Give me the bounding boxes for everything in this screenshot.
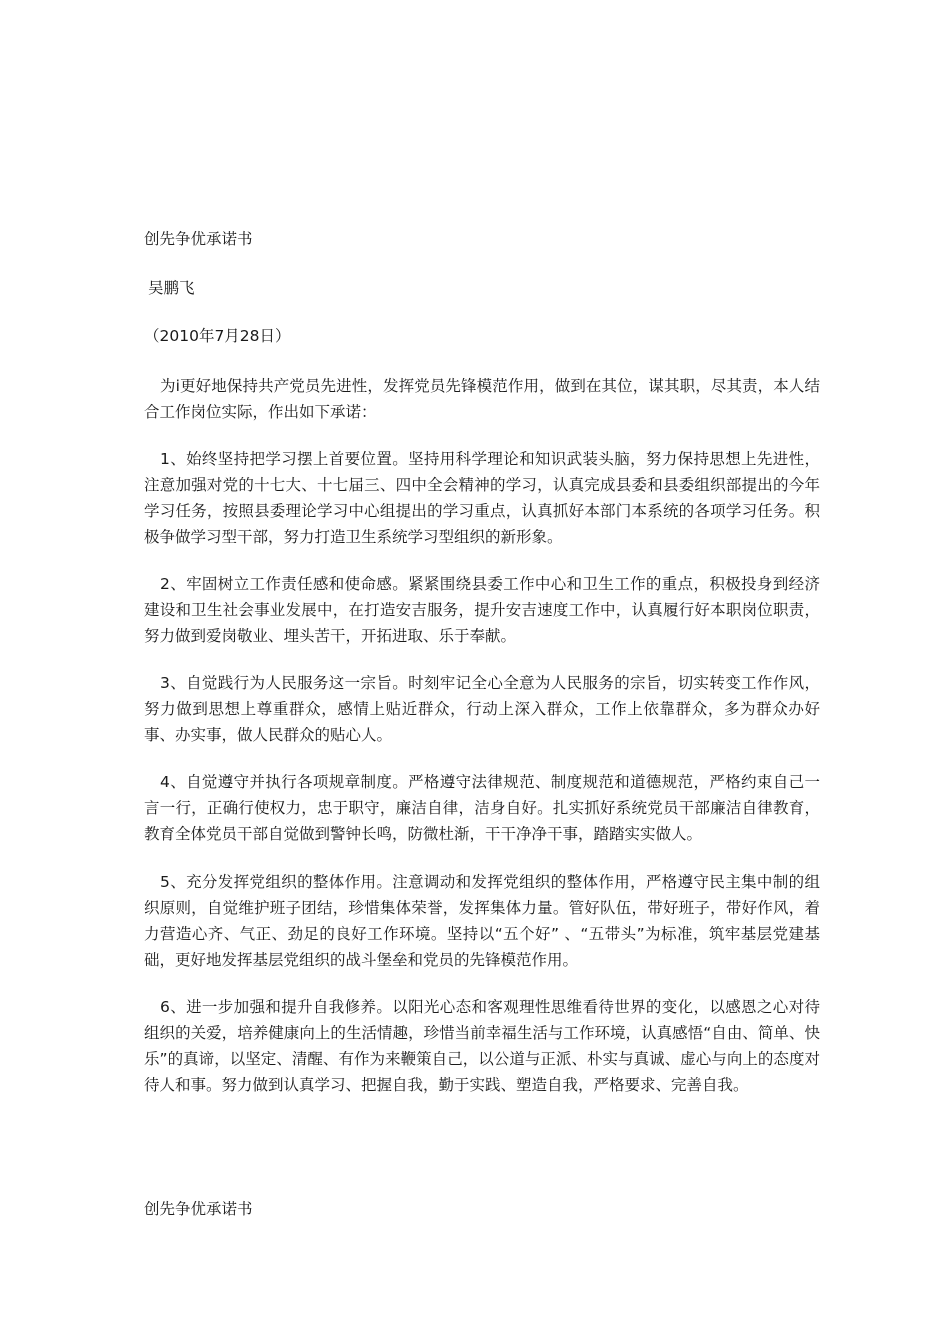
intro-paragraph: 为i更好地保持共产党员先进性，发挥党员先锋模范作用，做到在其位，谋其职，尽其责，本人结合工作岗位实际，作出如下承诺： bbox=[144, 377, 820, 421]
commitment-item-6: 6、进一步加强和提升自我修养。以阳光心态和客观理性思维看待世界的变化，以感恩之心对待组织的关爱，培养健康向上的生活情趣，珍惜当前幸福生活与工作环境，认真感悟“自由、简单、快乐”的真谛，以坚定、清醒、有作为来鞭策自己，以公道与正派、朴实与真诚、虚心与向上的态度对待人和事。努力做到认真学习、把握自我，勤于实践、塑造自我，严格要求、完善自我。 bbox=[144, 998, 820, 1094]
document-title: 创先争优承诺书 bbox=[144, 230, 253, 248]
commitment-item-5: 5、充分发挥党组织的整体作用。注意调动和发挥党组织的整体作用，严格遵守民主集中制的组织原则，自觉维护班子团结，珍惜集体荣誉，发挥集体力量。管好队伍，带好班子，带好作风，着力营造心齐、气正、劲足的良好工作环境。坚持以“五个好” 、“五带头”为标准，筑牢基层党建基础，更好地发挥基层党组织的战斗堡垒和党员的先锋模范作用。 bbox=[144, 873, 820, 969]
commitment-item-2: 2、牢固树立工作责任感和使命感。紧紧围绕县委工作中心和卫生工作的重点，积极投身到经济建设和卫生社会事业发展中，在打造安吉服务，提升安吉速度工作中，认真履行好本职岗位职责，努力做到爱岗敬业、埋头苦干，开拓进取、乐于奉献。 bbox=[144, 575, 820, 645]
commitment-item-4: 4、自觉遵守并执行各项规章制度。严格遵守法律规范、制度规范和道德规范，严格约束自己一言一行，正确行使权力，忠于职守，廉洁自律，洁身自好。扎实抓好系统党员干部廉洁自律教育，教育全体党员干部自觉做到警钟长鸣，防微杜渐，干干净净干事，踏踏实实做人。 bbox=[144, 773, 820, 843]
commitment-item-1: 1、始终坚持把学习摆上首要位置。坚持用科学理论和知识武装头脑，努力保持思想上先进性，注意加强对党的十七大、十七届三、四中全会精神的学习，认真完成县委和县委组织部提出的今年学习任务，按照县委理论学习中心组提出的学习重点，认真抓好本部门本系统的各项学习任务。积极争做学习型干部，努力打造卫生系统学习型组织的新形象。 bbox=[144, 450, 820, 546]
commitment-item-3: 3、自觉践行为人民服务这一宗旨。时刻牢记全心全意为人民服务的宗旨，切实转变工作作风，努力做到思想上尊重群众，感情上贴近群众，行动上深入群众，工作上依靠群众，多为群众办好事、办实事，做人民群众的贴心人。 bbox=[144, 674, 820, 744]
author-name: 吴鹏飞 bbox=[148, 279, 195, 297]
document-date: （2010年7月28日） bbox=[144, 327, 291, 345]
footer-title: 创先争优承诺书 bbox=[144, 1200, 253, 1218]
